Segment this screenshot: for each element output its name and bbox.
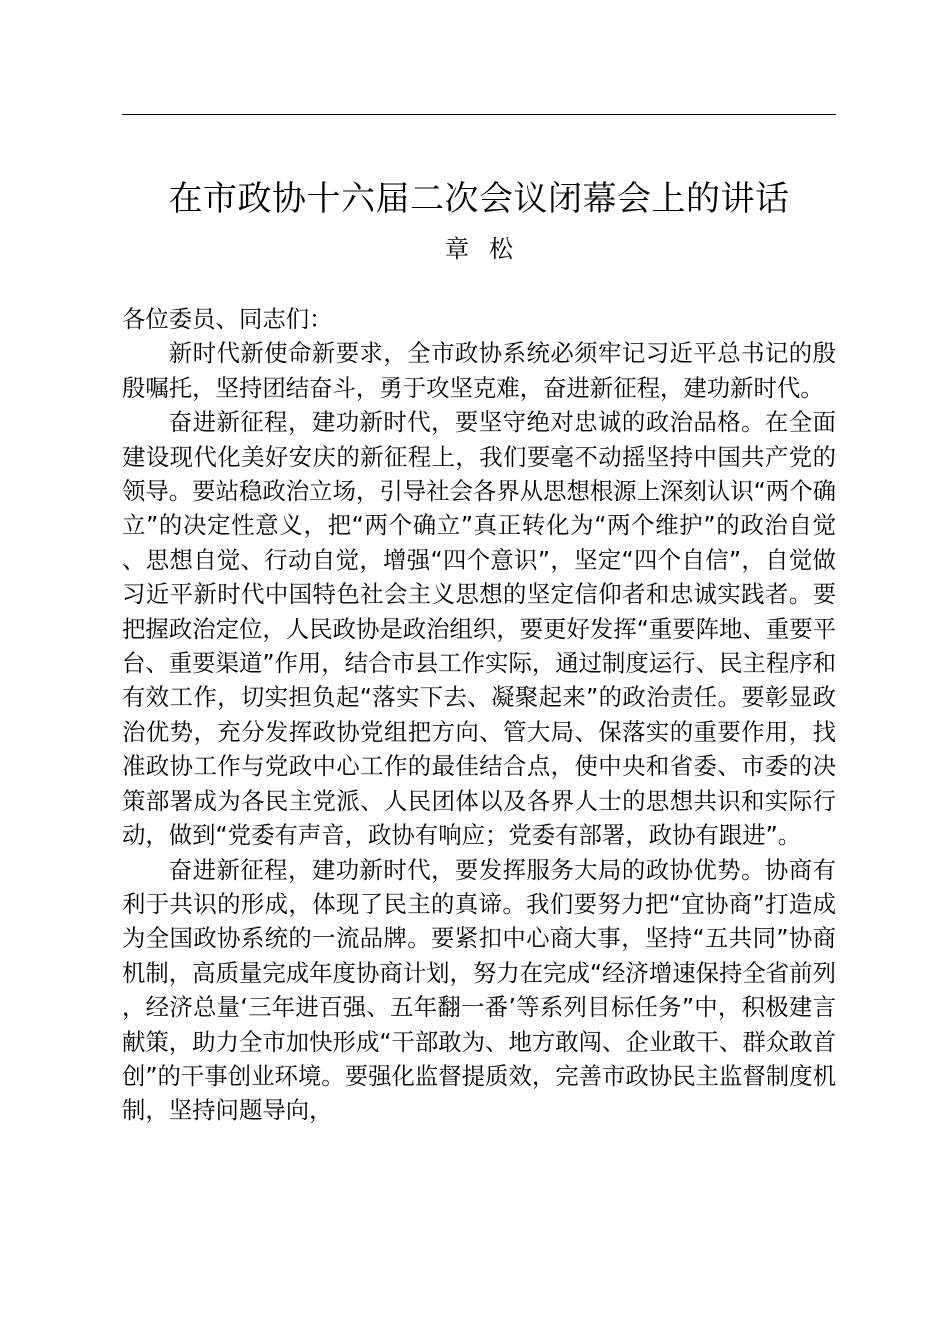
document-author: 章松 bbox=[445, 235, 533, 263]
paragraph: 奋进新征程，建功新时代，要发挥服务大局的政协优势。协商有利于共识的形成，体现了民主的真谛。我们要努力把“宜协商”打造成为全国政协系统的一流品牌。要紧扣中心商大事，坚持“五共同”协商机制，高质量完成年度协商计划，努力在完成“经济增速保持全省前列，经济总量‘三年进百强、五年翻一番’等系列目标任务”中，积极建言献策，助力全市加快形成“干部敢为、地方敢闯、企业敢干、群众敢首创”的干事创业环境。要强化监督提质效，完善市政协民主监督制度机制，坚持问题导向， bbox=[122, 855, 836, 1125]
document-title: 在市政协十六届二次会议闭幕会上的讲话 bbox=[168, 179, 790, 219]
paragraph: 奋进新征程，建功新时代，要坚守绝对忠诚的政治品格。在全面建设现代化美好安庆的新征程上，我们要毫不动摇坚持中国共产党的领导。要站稳政治立场，引导社会各界从思想根源上深刻认识“两个确立”的决定性意义，把“两个确立”真正转化为“两个维护”的政治自觉、思想自觉、行动自觉，增强“四个意识”，坚定“四个自信”，自觉做习近平新时代中国特色社会主义思想的坚定信仰者和忠诚实践者。要把握政治定位，人民政协是政治组织，要更好发挥“重要阵地、重要平台、重要渠道”作用，结合市县工作实际，通过制度运行、民主程序和有效工作，切实担负起“落实下去、凝聚起来”的政治责任。要彰显政治优势，充分发挥政协党组把方向、管大局、保落实的重要作用，找准政协工作与党政中心工作的最佳结合点，使中央和省委、市委的决策部署成为各民主党派、人民团体以及各界人士的思想共识和实际行动，做到“党委有声音，政协有响应；党委有部署，政协有跟进”。 bbox=[122, 408, 836, 850]
salutation: 各位委员、同志们： bbox=[122, 305, 333, 333]
header-rule bbox=[122, 114, 836, 115]
paragraph: 新时代新使命新要求，全市政协系统必须牢记习近平总书记的殷殷嘱托，坚持团结奋斗，勇于攻坚克难，奋进新征程，建功新时代。 bbox=[122, 339, 836, 402]
document-body bbox=[122, 302, 836, 1128]
